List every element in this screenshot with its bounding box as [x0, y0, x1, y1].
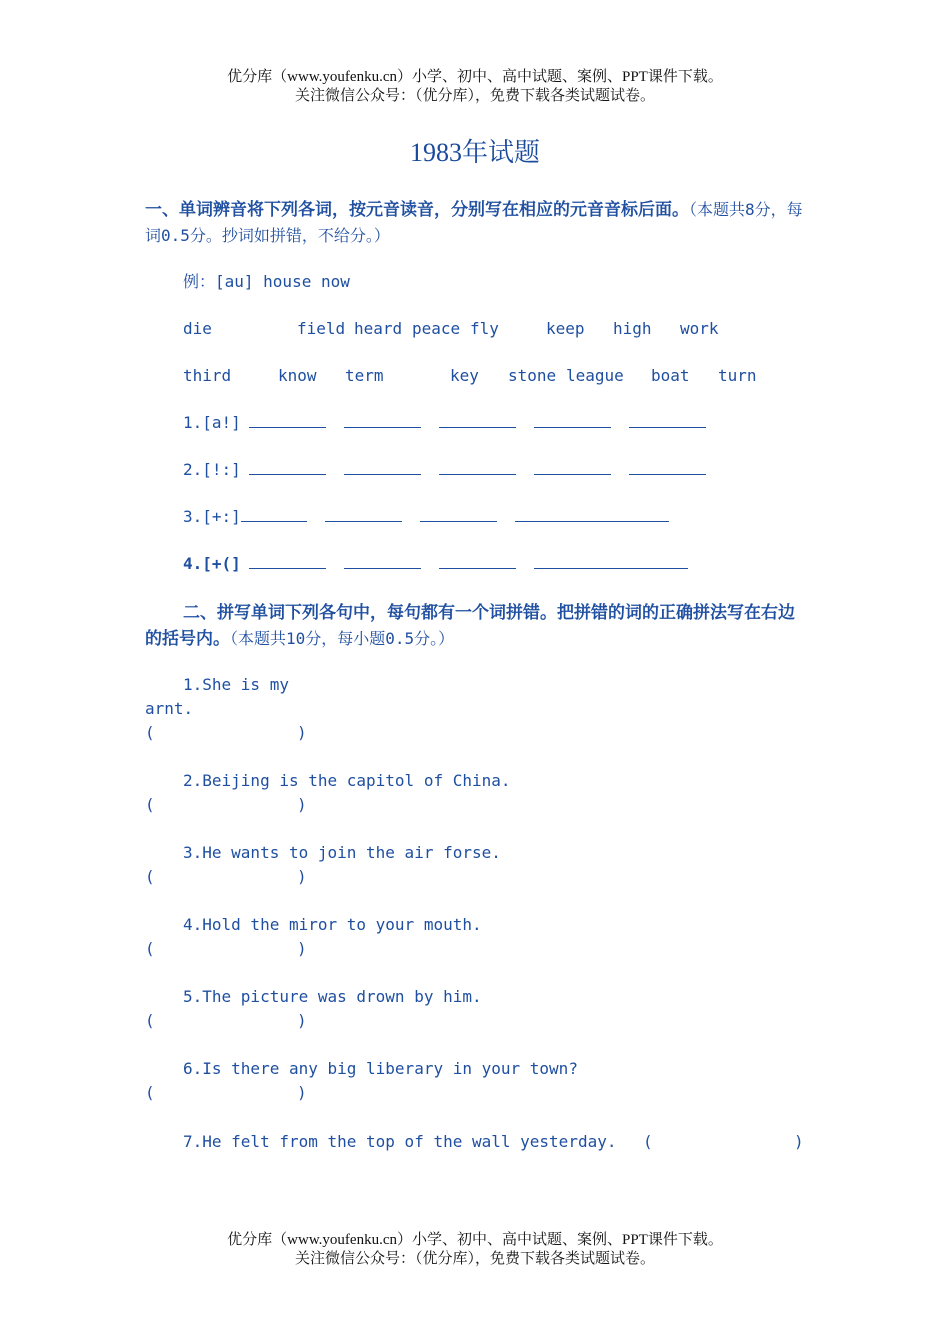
- word: boat: [651, 366, 690, 385]
- question-5: 5.The picture was drown by him.: [183, 987, 482, 1006]
- answer-blank[interactable]: [439, 554, 516, 569]
- header-line-1: 优分库（www.youfenku.cn）小学、初中、高中试题、案例、PPT课件下载。: [227, 69, 723, 85]
- answer-blank[interactable]: [344, 413, 421, 428]
- answer-paren-close[interactable]: ): [297, 939, 307, 958]
- section-1-title: 一、单词辨音将下列各词，按元音读音，分别写在相应的元音音标后面。: [145, 200, 689, 220]
- answer-blank[interactable]: [420, 507, 497, 522]
- example-line: 例：[au] house now: [183, 272, 350, 291]
- word: league: [566, 366, 624, 385]
- word: key: [450, 366, 479, 385]
- answer-blank[interactable]: [515, 507, 669, 522]
- word: peace: [412, 319, 461, 338]
- answer-paren-close[interactable]: ): [297, 1083, 307, 1102]
- answer-blank[interactable]: [534, 413, 611, 428]
- answer-blank[interactable]: [249, 413, 326, 428]
- answer-blank[interactable]: [629, 413, 706, 428]
- answer-blank[interactable]: [629, 460, 706, 475]
- word: keep: [546, 319, 585, 338]
- answer-paren-close[interactable]: ): [297, 867, 307, 886]
- word: term: [345, 366, 384, 385]
- question-1-line-1: 1.She is my: [183, 675, 289, 694]
- question-1-line-2: arnt.: [145, 699, 194, 718]
- answer-paren-open[interactable]: (: [145, 795, 155, 814]
- answer-paren-open[interactable]: (: [145, 1083, 155, 1102]
- answer-blank[interactable]: [534, 460, 611, 475]
- footer-line-2: 关注微信公众号：（优分库），免费下载各类试题试卷。: [294, 1251, 655, 1267]
- section-2-title: 二、拼写单词下列各句中，每句都有一个词拼错。把拼错的词的正确拼法写在右边的括号内。: [145, 603, 795, 649]
- word: third: [183, 366, 232, 385]
- answer-blank[interactable]: [534, 554, 688, 569]
- question-7: 7.He felt from the top of the wall yesterday.: [183, 1132, 617, 1151]
- word: field: [297, 319, 346, 338]
- answer-blank[interactable]: [439, 460, 516, 475]
- answer-row-3: [183, 506, 669, 528]
- answer-paren-open[interactable]: (: [145, 723, 155, 742]
- answer-paren-close[interactable]: ): [297, 723, 307, 742]
- section-1-heading: [145, 197, 810, 249]
- word: fly: [470, 319, 499, 338]
- phonetic-label: 3.[+:]: [183, 507, 241, 526]
- answer-blank[interactable]: [325, 507, 402, 522]
- footer-line-1: 优分库（www.youfenku.cn）小学、初中、高中试题、案例、PPT课件下载。: [227, 1232, 723, 1248]
- answer-paren-open[interactable]: (: [145, 1011, 155, 1030]
- answer-blank[interactable]: [249, 460, 326, 475]
- word: high: [613, 319, 652, 338]
- header-line-2: 关注微信公众号：（优分库），免费下载各类试题试卷。: [294, 88, 655, 104]
- page-title: 1983年试题: [409, 138, 540, 167]
- word: stone: [508, 366, 557, 385]
- phonetic-label: 4.[+(]: [183, 554, 241, 573]
- question-2: 2.Beijing is the capitol of China.: [183, 771, 511, 790]
- phonetic-label: 1.[a!]: [183, 413, 241, 432]
- word: work: [680, 319, 719, 338]
- answer-paren-close[interactable]: ): [794, 1132, 804, 1151]
- word: know: [278, 366, 317, 385]
- question-4: 4.Hold the miror to your mouth.: [183, 915, 482, 934]
- answer-blank[interactable]: [249, 554, 326, 569]
- section-2-note: （本题共10分，每小题0.5分。）: [230, 629, 455, 648]
- section-1-note: （本题共8分，每词0.5分。抄词如拼错，不给分。）: [145, 200, 803, 245]
- answer-paren-open[interactable]: (: [643, 1132, 653, 1151]
- answer-paren-open[interactable]: (: [145, 867, 155, 886]
- section-2-heading: [145, 600, 810, 652]
- answer-paren-close[interactable]: ): [297, 795, 307, 814]
- question-6: 6.Is there any big liberary in your town?: [183, 1059, 578, 1078]
- answer-row-1: [183, 412, 706, 434]
- answer-row-2: [183, 459, 706, 481]
- question-3: 3.He wants to join the air forse.: [183, 843, 501, 862]
- answer-row-4: [183, 553, 688, 575]
- word: die: [183, 319, 212, 338]
- answer-paren-open[interactable]: (: [145, 939, 155, 958]
- answer-blank[interactable]: [241, 507, 307, 522]
- answer-blank[interactable]: [439, 413, 516, 428]
- phonetic-label: 2.[!:]: [183, 460, 241, 479]
- word: heard: [354, 319, 403, 338]
- answer-paren-close[interactable]: ): [297, 1011, 307, 1030]
- answer-blank[interactable]: [344, 554, 421, 569]
- word: turn: [718, 366, 757, 385]
- answer-blank[interactable]: [344, 460, 421, 475]
